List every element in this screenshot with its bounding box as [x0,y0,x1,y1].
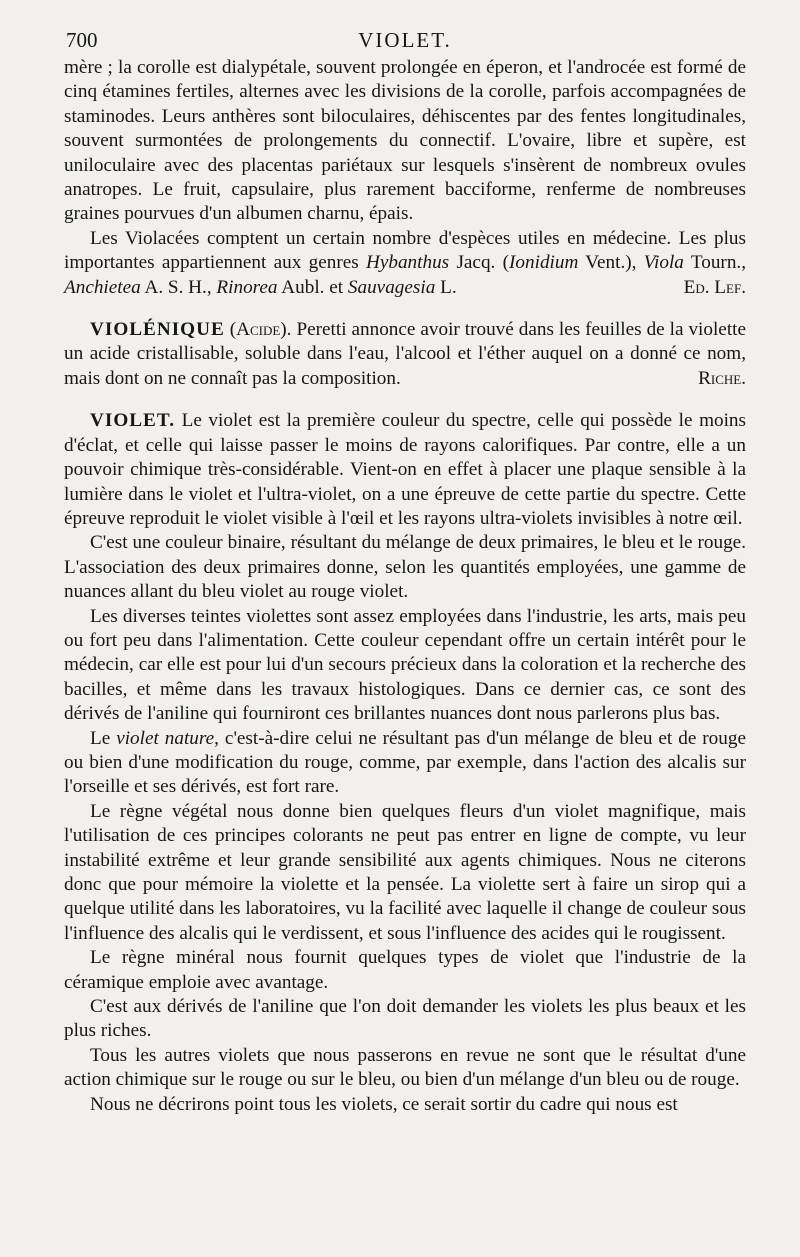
entry-violet: VIOLET. Le violet est la première couleur du spectre, celle qui possède le moins d'éclat, et celle qui laisse passer le moins de rayons calorifiques. Par contre, elle a un pouvoir chimique très-considérable. Vient-on en effet à placer une plaque sensible à la lumière dans le violet et l'ultra-violet, on a une épreuve de cette partie du spectre. Cette épreuve reproduit le violet visible à l'œil et les rayons ultra-violets invisibles à notre œil. [64,410,746,529]
page-number: 700 [66,28,98,52]
running-head: VIOLET. [358,28,452,52]
paragraph: Les diverses teintes violettes sont assez employées dans l'industrie, les arts, mais peu ou fort peu dans l'alimentation. Cette couleur cependant offre un certain intérêt pour le médecin, car elle est pour lui d'un secours précieux dans la coloration et la recherche des bacilles, et même dans les travaux histologiques. Dans ce dernier cas, ce sont des dérivés de l'aniline qui fourniront ces brillantes nuances dont nous parlerons plus bas. [64,605,746,725]
entry-violenique: VIOLÉNIQUE (Acide). Peretti annonce avoir trouvé dans les feuilles de la violette un acide cristallisable, soluble dans l'eau, l'alcool et l'éther auquel on a donné ce nom, mais dont on ne connaît pas la composition. Riche. [64,318,746,391]
violacees-paragraph: Les Violacées comptent un certain nombre d'espèces utiles en médecine. Les plus importantes appartiennent aux genres Hybanthus Jacq. (Ionidium Vent.), Viola Tourn., Anchietea A. S. H., Rinorea Aubl. et Sauvagesia L. Ed. Lef. [64,227,746,300]
entry-qualifier: (Acide). [229,319,292,341]
paragraph: C'est une couleur binaire, résultant du mélange de deux primaires, le bleu et le rouge. L'association des deux primaires donne, selon les quantités employées, une gamme de nuances allant du bleu violet au rouge violet. [64,532,746,603]
paragraph: Le violet nature, c'est-à-dire celui ne résultant pas d'un mélange de bleu et de rouge ou bien d'une modification du rouge, comme, par exemple, dans l'action des alcalis sur l'orseille et ses dérivés, est fort rare. [64,727,746,798]
entry-headword: VIOLET. [90,410,176,432]
paragraph: Tous les autres violets que nous passerons en revue ne sont que le résultat d'une action chimique sur le rouge ou sur le bleu, ou bien d'un mélange d'un bleu ou de rouge. [64,1044,746,1091]
intro-paragraph: mère ; la corolle est dialypétale, souvent prolongée en éperon, et l'androcée est formé de cinq étamines fertiles, alternes avec les divisions de la corolle, parfois accompagnées de staminodes. Leurs anthères sont biloculaires, déhiscentes par des fentes longitudinales, souvent surmontées de prolongements du connectif. L'ovaire, libre et supère, est uniloculaire avec des placentas pariétaux sur lesquels s'insèrent de nombreux ovules anatropes. Le fruit, capsulaire, plus rarement bacciforme, renferme de nombreuses graines pourvues d'un albumen charnu, épais. [64,57,746,225]
paragraph: Nous ne décrirons point tous les violets, ce serait sortir du cadre qui nous est [90,1093,678,1115]
paragraph: Le règne végétal nous donne bien quelques fleurs d'un violet magnifique, mais l'utilisation de ces principes colorants ne peut pas entrer en ligne de compte, vu leur instabilité extrême et leur grande sensibilité aux agents chimiques. Nous ne citerons donc que pour mémoire la violette et la pensée. La violette sert à faire un sirop qui a quelque utilité dans les laboratoires, vu la facilité avec laquelle il change de couleur sous l'influence des alcalis qui le verdissent, et sous l'influence des acides qui le rougissent. [64,800,746,944]
paragraph: C'est aux dérivés de l'aniline que l'on doit demander les violets les plus beaux et les plus riches. [64,996,746,1042]
page-header [64,22,746,56]
author-signature: Riche. [698,367,746,389]
paragraph: Le règne minéral nous fournit quelques types de violet que l'industrie de la céramique emploie avec avantage. [64,947,746,993]
body-text [64,56,746,1117]
author-signature: Ed. Lef. [683,276,746,298]
entry-headword: VIOLÉNIQUE [90,319,225,341]
